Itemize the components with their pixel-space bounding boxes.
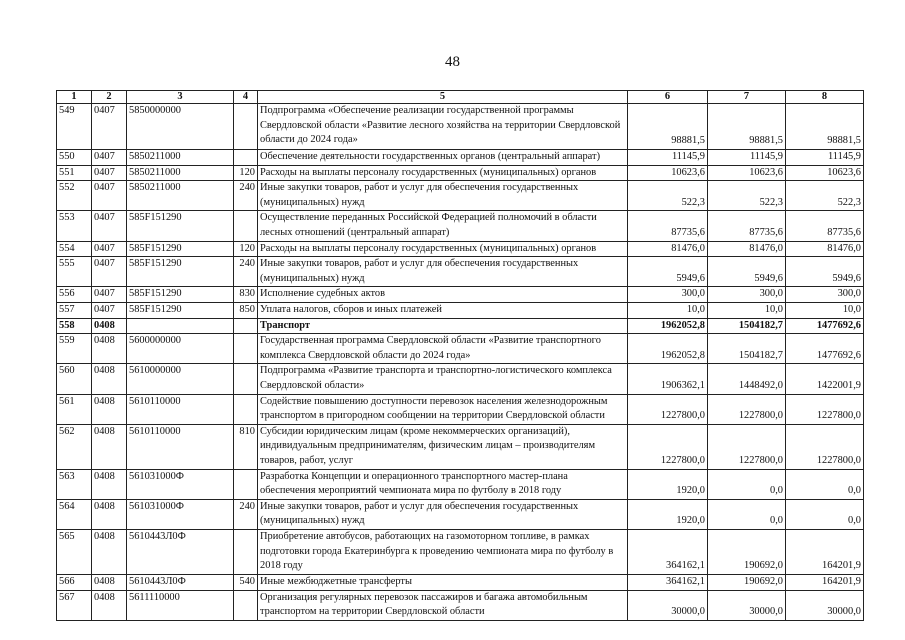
amount-col-6: 1906362,1 — [628, 364, 708, 394]
amount-col-8: 81476,0 — [786, 241, 864, 257]
item-name: Иные закупки товаров, работ и услуг для обеспечения государственных (муниципальных) нужд — [258, 181, 628, 211]
amount-col-8: 522,3 — [786, 181, 864, 211]
target-article-code: 5850211000 — [127, 150, 234, 166]
section-code: 0408 — [92, 424, 127, 469]
expense-type-code: 810 — [234, 424, 258, 469]
target-article-code: 585F151290 — [127, 241, 234, 257]
item-name: Расходы на выплаты персоналу государственных (муниципальных) органов — [258, 165, 628, 181]
item-name: Государственная программа Свердловской области «Развитие транспортного комплекса Свердловской области до 2024 года» — [258, 334, 628, 364]
target-article-code: 5850211000 — [127, 181, 234, 211]
table-row — [57, 394, 864, 424]
amount-col-8: 164201,9 — [786, 575, 864, 591]
table-row — [57, 364, 864, 394]
amount-col-8: 1227800,0 — [786, 394, 864, 424]
row-number: 557 — [57, 302, 92, 318]
section-code: 0408 — [92, 318, 127, 334]
amount-col-8: 5949,6 — [786, 257, 864, 287]
row-number: 562 — [57, 424, 92, 469]
column-header: 8 — [786, 91, 864, 104]
amount-col-7: 190692,0 — [708, 575, 786, 591]
section-code: 0408 — [92, 530, 127, 575]
expense-type-code: 240 — [234, 257, 258, 287]
amount-col-6: 11145,9 — [628, 150, 708, 166]
amount-col-8: 164201,9 — [786, 530, 864, 575]
section-code: 0408 — [92, 334, 127, 364]
table-row — [57, 150, 864, 166]
amount-col-7: 0,0 — [708, 469, 786, 499]
expense-type-code: 120 — [234, 165, 258, 181]
target-article-code — [127, 318, 234, 334]
row-number: 566 — [57, 575, 92, 591]
table-row — [57, 165, 864, 181]
column-header: 4 — [234, 91, 258, 104]
section-code: 0407 — [92, 257, 127, 287]
amount-col-6: 522,3 — [628, 181, 708, 211]
amount-col-6: 1227800,0 — [628, 424, 708, 469]
amount-col-7: 1227800,0 — [708, 424, 786, 469]
amount-col-7: 1227800,0 — [708, 394, 786, 424]
amount-col-8: 1422001,9 — [786, 364, 864, 394]
target-article-code: 5850000000 — [127, 104, 234, 150]
amount-col-6: 1962052,8 — [628, 334, 708, 364]
table-row — [57, 318, 864, 334]
amount-col-7: 300,0 — [708, 287, 786, 303]
section-code: 0408 — [92, 575, 127, 591]
section-code: 0407 — [92, 181, 127, 211]
amount-col-6: 5949,6 — [628, 257, 708, 287]
section-code: 0407 — [92, 241, 127, 257]
amount-col-8: 11145,9 — [786, 150, 864, 166]
amount-col-8: 87735,6 — [786, 211, 864, 241]
item-name: Иные межбюджетные трансферты — [258, 575, 628, 591]
amount-col-8: 0,0 — [786, 499, 864, 529]
row-number: 563 — [57, 469, 92, 499]
amount-col-8: 10,0 — [786, 302, 864, 318]
expense-type-code — [234, 590, 258, 620]
table-row — [57, 424, 864, 469]
amount-col-6: 300,0 — [628, 287, 708, 303]
amount-col-6: 98881,5 — [628, 104, 708, 150]
target-article-code: 5611110000 — [127, 590, 234, 620]
item-name: Подпрограмма «Обеспечение реализации государственной программы Свердловской области «Развитие лесного хозяйства на территории Свердловской области до 2024 года» — [258, 104, 628, 150]
expense-type-code — [234, 530, 258, 575]
table-row — [57, 181, 864, 211]
section-code: 0407 — [92, 211, 127, 241]
row-number: 553 — [57, 211, 92, 241]
amount-col-6: 30000,0 — [628, 590, 708, 620]
item-name: Транспорт — [258, 318, 628, 334]
expense-type-code: 540 — [234, 575, 258, 591]
amount-col-7: 1504182,7 — [708, 318, 786, 334]
target-article-code: 5850211000 — [127, 165, 234, 181]
amount-col-7: 5949,6 — [708, 257, 786, 287]
table-row — [57, 287, 864, 303]
target-article-code: 585F151290 — [127, 257, 234, 287]
item-name: Расходы на выплаты персоналу государственных (муниципальных) органов — [258, 241, 628, 257]
table-row — [57, 241, 864, 257]
row-number: 551 — [57, 165, 92, 181]
amount-col-7: 10623,6 — [708, 165, 786, 181]
row-number: 565 — [57, 530, 92, 575]
amount-col-8: 1227800,0 — [786, 424, 864, 469]
amount-col-7: 98881,5 — [708, 104, 786, 150]
target-article-code: 585F151290 — [127, 302, 234, 318]
amount-col-8: 1477692,6 — [786, 334, 864, 364]
row-number: 555 — [57, 257, 92, 287]
row-number: 560 — [57, 364, 92, 394]
target-article-code: 5610443Л0Ф — [127, 530, 234, 575]
amount-col-7: 87735,6 — [708, 211, 786, 241]
expense-type-code: 240 — [234, 499, 258, 529]
item-name: Подпрограмма «Развитие транспорта и транспортно-логистического комплекса Свердловской области» — [258, 364, 628, 394]
table-row — [57, 575, 864, 591]
amount-col-6: 87735,6 — [628, 211, 708, 241]
amount-col-7: 1504182,7 — [708, 334, 786, 364]
target-article-code: 5610110000 — [127, 424, 234, 469]
table-row — [57, 257, 864, 287]
target-article-code: 561031000Ф — [127, 469, 234, 499]
expense-type-code: 240 — [234, 181, 258, 211]
table-row — [57, 469, 864, 499]
section-code: 0407 — [92, 104, 127, 150]
amount-col-8: 30000,0 — [786, 590, 864, 620]
column-header: 2 — [92, 91, 127, 104]
column-header: 6 — [628, 91, 708, 104]
amount-col-6: 81476,0 — [628, 241, 708, 257]
section-code: 0408 — [92, 469, 127, 499]
table-body — [57, 104, 864, 621]
budget-table — [56, 90, 864, 621]
amount-col-7: 190692,0 — [708, 530, 786, 575]
target-article-code: 585F151290 — [127, 287, 234, 303]
amount-col-7: 1448492,0 — [708, 364, 786, 394]
table-row — [57, 530, 864, 575]
amount-col-8: 10623,6 — [786, 165, 864, 181]
row-number: 554 — [57, 241, 92, 257]
amount-col-7: 30000,0 — [708, 590, 786, 620]
section-code: 0408 — [92, 590, 127, 620]
target-article-code: 5610110000 — [127, 394, 234, 424]
amount-col-6: 1920,0 — [628, 469, 708, 499]
amount-col-8: 98881,5 — [786, 104, 864, 150]
expense-type-code — [234, 394, 258, 424]
amount-col-7: 11145,9 — [708, 150, 786, 166]
item-name: Содействие повышению доступности перевозок населения железнодорожным транспортом в пригородном сообщении на территории Свердловской области — [258, 394, 628, 424]
header-row — [57, 91, 864, 104]
table-row — [57, 334, 864, 364]
item-name: Приобретение автобусов, работающих на газомоторном топливе, в рамках подготовки города Екатеринбурга к проведению чемпионата мира по футболу в 2018 году — [258, 530, 628, 575]
expense-type-code: 120 — [234, 241, 258, 257]
item-name: Иные закупки товаров, работ и услуг для обеспечения государственных (муниципальных) нужд — [258, 499, 628, 529]
amount-col-6: 364162,1 — [628, 530, 708, 575]
target-article-code: 585F151290 — [127, 211, 234, 241]
row-number: 567 — [57, 590, 92, 620]
row-number: 559 — [57, 334, 92, 364]
section-code: 0407 — [92, 165, 127, 181]
section-code: 0407 — [92, 302, 127, 318]
row-number: 556 — [57, 287, 92, 303]
expense-type-code — [234, 364, 258, 394]
section-code: 0408 — [92, 394, 127, 424]
amount-col-8: 300,0 — [786, 287, 864, 303]
expense-type-code — [234, 211, 258, 241]
amount-col-8: 0,0 — [786, 469, 864, 499]
amount-col-6: 364162,1 — [628, 575, 708, 591]
section-code: 0408 — [92, 499, 127, 529]
expense-type-code — [234, 150, 258, 166]
amount-col-6: 10,0 — [628, 302, 708, 318]
item-name: Исполнение судебных актов — [258, 287, 628, 303]
amount-col-6: 10623,6 — [628, 165, 708, 181]
row-number: 564 — [57, 499, 92, 529]
expense-type-code — [234, 469, 258, 499]
column-header: 1 — [57, 91, 92, 104]
table-row — [57, 302, 864, 318]
table-row — [57, 499, 864, 529]
table-row — [57, 104, 864, 150]
column-header: 7 — [708, 91, 786, 104]
amount-col-7: 10,0 — [708, 302, 786, 318]
row-number: 552 — [57, 181, 92, 211]
item-name: Осуществление переданных Российской Федерацией полномочий в области лесных отношений (центральный аппарат) — [258, 211, 628, 241]
column-header: 3 — [127, 91, 234, 104]
item-name: Иные закупки товаров, работ и услуг для обеспечения государственных (муниципальных) нужд — [258, 257, 628, 287]
section-code: 0407 — [92, 150, 127, 166]
row-number: 558 — [57, 318, 92, 334]
row-number: 550 — [57, 150, 92, 166]
table-row — [57, 211, 864, 241]
column-header: 5 — [258, 91, 628, 104]
item-name: Обеспечение деятельности государственных органов (центральный аппарат) — [258, 150, 628, 166]
target-article-code: 5610000000 — [127, 364, 234, 394]
amount-col-8: 1477692,6 — [786, 318, 864, 334]
page-number: 48 — [445, 54, 460, 70]
target-article-code: 5610443Л0Ф — [127, 575, 234, 591]
amount-col-6: 1962052,8 — [628, 318, 708, 334]
expense-type-code — [234, 104, 258, 150]
amount-col-7: 0,0 — [708, 499, 786, 529]
row-number: 561 — [57, 394, 92, 424]
amount-col-7: 81476,0 — [708, 241, 786, 257]
item-name: Организация регулярных перевозок пассажиров и багажа автомобильным транспортом на территории Свердловской области — [258, 590, 628, 620]
item-name: Разработка Концепции и операционного транспортного мастер-плана обеспечения мероприятий чемпионата мира по футболу в 2018 году — [258, 469, 628, 499]
expense-type-code — [234, 334, 258, 364]
amount-col-7: 522,3 — [708, 181, 786, 211]
row-number: 549 — [57, 104, 92, 150]
expense-type-code: 850 — [234, 302, 258, 318]
target-article-code: 561031000Ф — [127, 499, 234, 529]
item-name: Субсидии юридическим лицам (кроме некоммерческих организаций), индивидуальным предпринимателям, физическим лицам – производителям товаров, работ, услуг — [258, 424, 628, 469]
expense-type-code — [234, 318, 258, 334]
target-article-code: 5600000000 — [127, 334, 234, 364]
expense-type-code: 830 — [234, 287, 258, 303]
amount-col-6: 1920,0 — [628, 499, 708, 529]
table-row — [57, 590, 864, 620]
section-code: 0407 — [92, 287, 127, 303]
item-name: Уплата налогов, сборов и иных платежей — [258, 302, 628, 318]
amount-col-6: 1227800,0 — [628, 394, 708, 424]
section-code: 0408 — [92, 364, 127, 394]
